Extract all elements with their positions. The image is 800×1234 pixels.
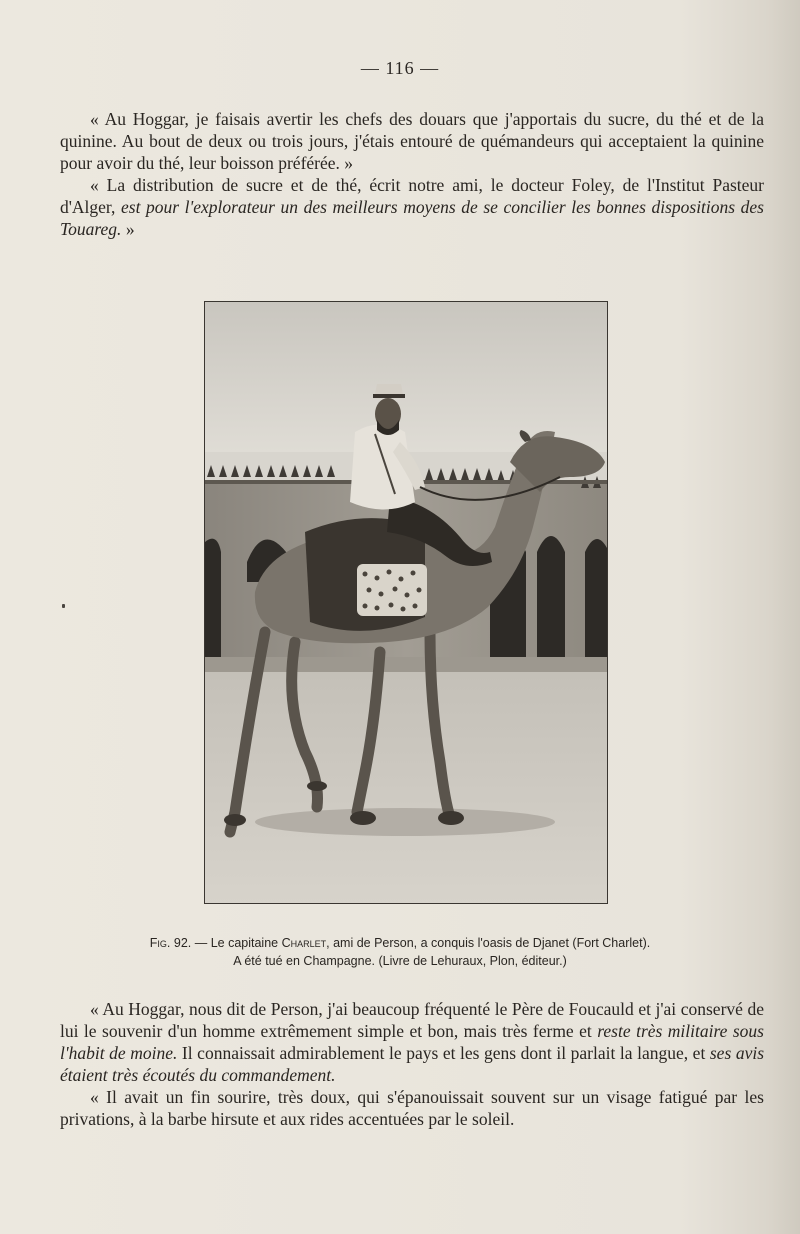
caption-line-1 bbox=[80, 934, 720, 952]
caption-figure-number: Fig. 92. bbox=[149, 936, 192, 950]
body-text bbox=[60, 998, 764, 1130]
paragraph-foley-quote bbox=[60, 174, 764, 240]
foucauld-italic-2: ses avis étaient très écoutés du commandement. bbox=[60, 1043, 765, 1085]
foley-quote-start: « La distribution de sucre et de thé, écrit notre ami, le docteur Foley, de l'Institut Pasteur d'Alger, bbox=[60, 175, 764, 217]
paragraph-foucauld bbox=[60, 998, 764, 1086]
foley-quote-italic: est pour l'explorateur un des meilleurs moyens de se concilier les bonnes dispositions des Touareg. bbox=[60, 197, 764, 239]
foley-quote-end: » bbox=[121, 219, 135, 239]
stray-ink-mark bbox=[62, 604, 65, 608]
foucauld-text-a: « Au Hoggar, nous dit de Person, j'ai beaucoup fréquenté le Père de Foucauld et j'ai conservé de lui le souvenir d'un homme extrêmement simple et bon, mais très ferme et bbox=[60, 999, 764, 1041]
paragraph-sourire: « Il avait un fin sourire, très doux, qui s'épanouissait souvent sur un visage fatigué par les privations, à la barbe hirsute et aux rides accentuées par le soleil. bbox=[60, 1087, 764, 1129]
photograph-illustration bbox=[205, 302, 608, 904]
caption-captain-name: Charlet bbox=[281, 936, 327, 950]
foucauld-italic-1: reste très militaire sous l'habit de moine. bbox=[60, 1021, 764, 1063]
caption-text-a: — Le capitaine bbox=[191, 936, 282, 950]
intro-text bbox=[60, 108, 764, 240]
page-number: — 116 — bbox=[360, 58, 440, 78]
caption-text-b: , ami de Person, a conquis l'oasis de Djanet (Fort Charlet). bbox=[326, 936, 651, 950]
figure-caption bbox=[80, 934, 720, 970]
camel-rider-photograph bbox=[204, 301, 608, 904]
paragraph-hoggar-quinine: « Au Hoggar, je faisais avertir les chefs des douars que j'apportais du sucre, du thé et de la quinine. Au bout de deux ou trois jours, j'étais entouré de quémandeurs qui acceptaient la quinine pour avoir du thé, leur boisson préférée. » bbox=[60, 109, 764, 173]
foucauld-text-b: Il connaissait admirablement le pays et les gens dont il parlait la langue, et bbox=[177, 1043, 710, 1063]
caption-line-2: A été tué en Champagne. (Livre de Lehuraux, Plon, éditeur.) bbox=[233, 954, 567, 968]
